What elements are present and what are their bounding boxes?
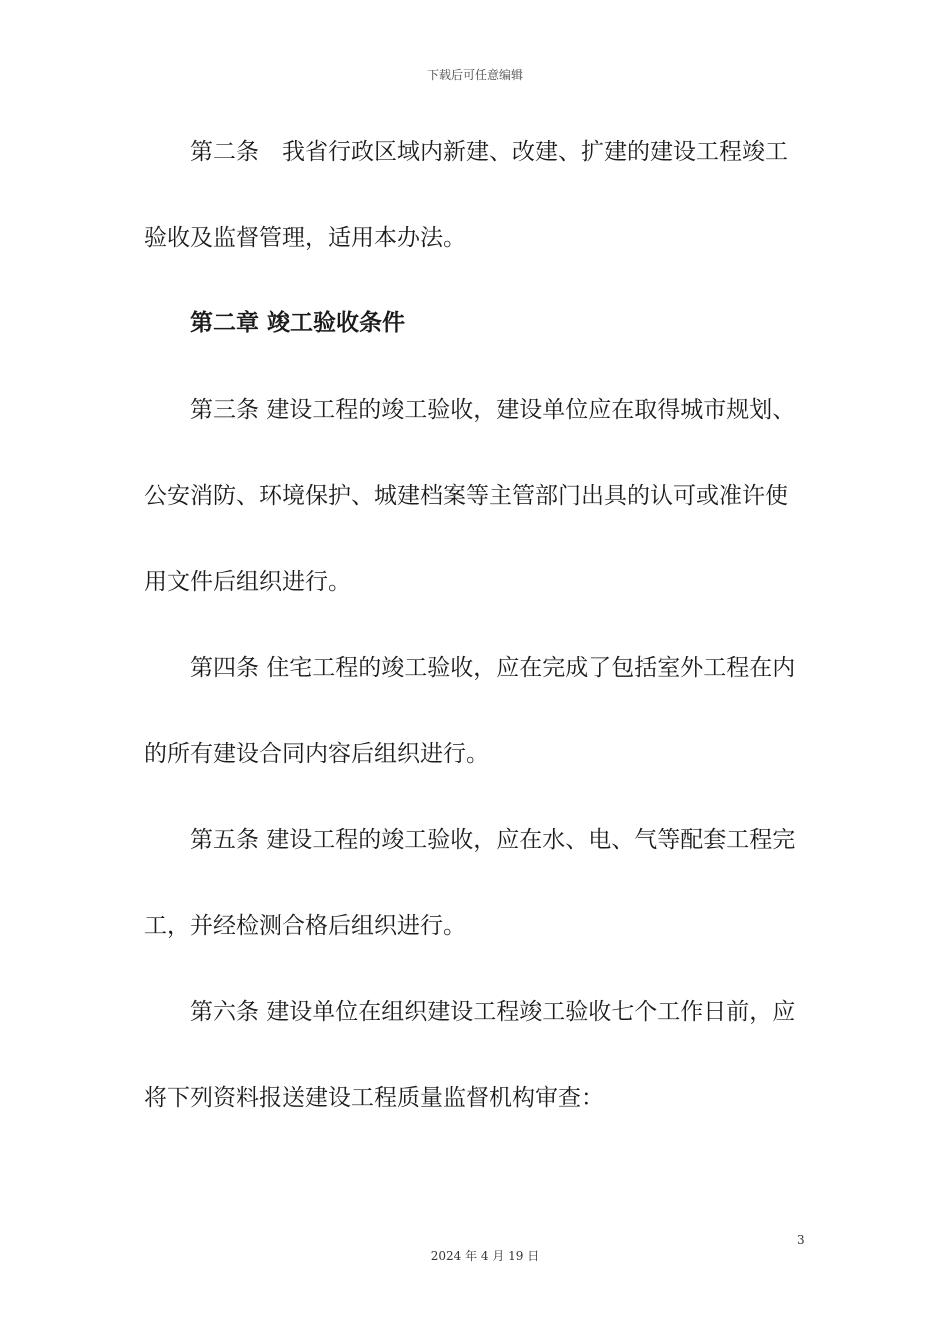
article-5-line-2: 工，并经检测合格后组织进行。 <box>144 913 466 939</box>
chapter-heading: 第二章 竣工验收条件 <box>190 310 406 336</box>
footer-date: 2024 年 4 月 19 日 <box>430 1249 540 1263</box>
page-header: 下载后可任意编辑 <box>426 68 523 82</box>
page-number: 3 <box>797 1233 805 1247</box>
article-2-line-1: 第二条 我省行政区域内新建、改建、扩建的建设工程竣工 <box>190 139 788 165</box>
article-5-line-1: 第五条 建设工程的竣工验收，应在水、电、气等配套工程完 <box>190 827 796 853</box>
article-4-line-1: 第四条 住宅工程的竣工验收，应在完成了包括室外工程在内 <box>190 655 796 681</box>
article-4-line-2: 的所有建设合同内容后组织进行。 <box>144 741 489 767</box>
article-6-line-1: 第六条 建设单位在组织建设工程竣工验收七个工作日前，应 <box>190 999 796 1025</box>
article-6-line-2: 将下列资料报送建设工程质量监督机构审查： <box>144 1085 604 1111</box>
article-3-line-2: 公安消防、环境保护、城建档案等主管部门出具的认可或准许使 <box>144 483 788 509</box>
article-3-line-1: 第三条 建设工程的竣工验收，建设单位应在取得城市规划、 <box>190 397 796 423</box>
article-3-line-3: 用文件后组织进行。 <box>144 569 351 595</box>
article-2-line-2: 验收及监督管理，适用本办法。 <box>144 225 466 251</box>
